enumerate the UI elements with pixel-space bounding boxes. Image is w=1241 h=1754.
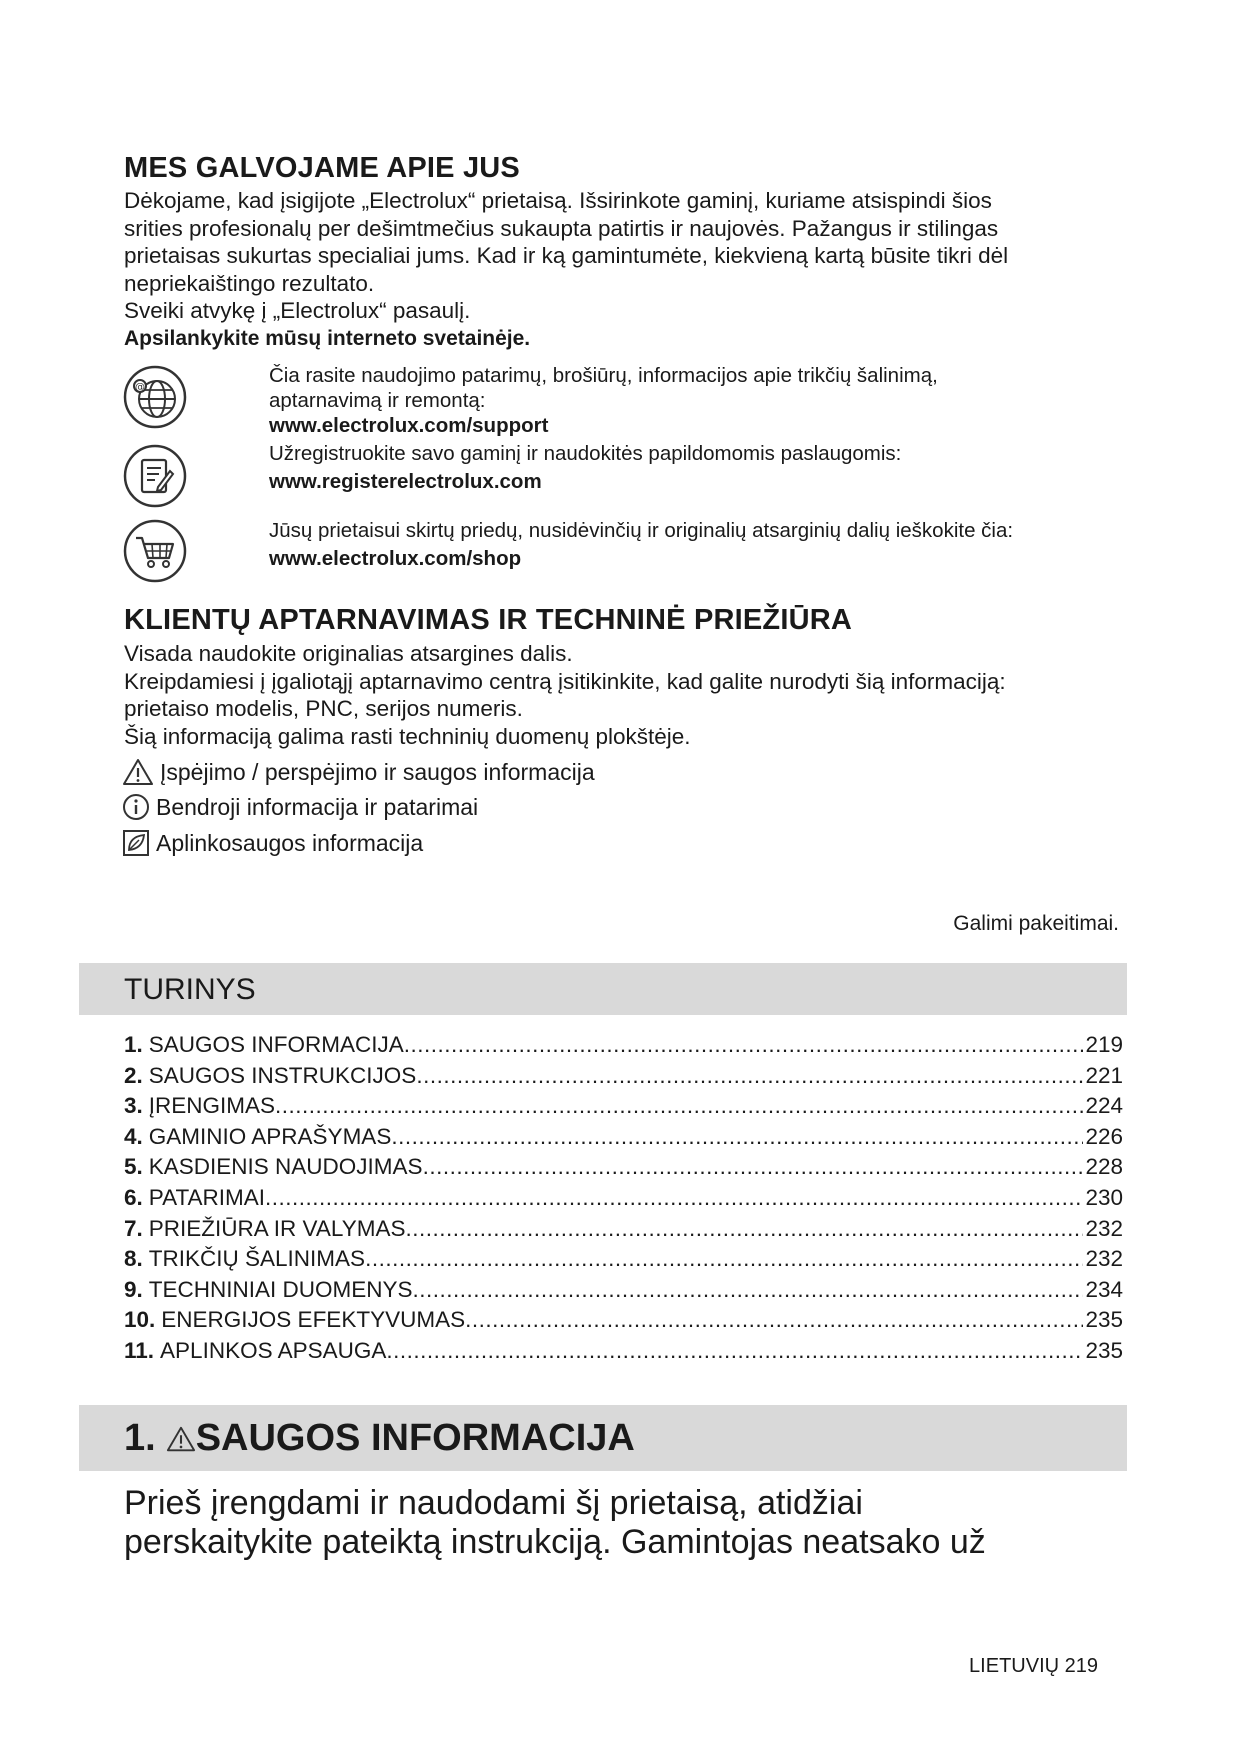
toc-item[interactable]	[124, 1185, 1123, 1216]
intro-text	[124, 187, 1124, 352]
intro-title: MES GALVOJAME APIE JUS	[124, 152, 520, 184]
service-line: prietaiso modelis, PNC, serijos numeris.	[124, 696, 523, 721]
service-line: Šią informaciją galima rasti techninių duomenų plokštėje.	[124, 723, 691, 749]
toc-num: 6.	[124, 1184, 143, 1210]
toc-num: 3.	[124, 1093, 143, 1119]
safety-header-bar	[79, 1405, 1127, 1471]
shop-text: Jūsų prietaisui skirtų priedų, nusidėvinčių ir originalių atsarginių dalių ieškokite čia:	[269, 519, 1014, 542]
safety-title: SAUGOS INFORMACIJA	[195, 1417, 635, 1459]
toc-label: APLINKOS APSAUGA	[160, 1337, 387, 1363]
toc-page: 219	[1085, 1032, 1123, 1057]
toc-title: TURINYS	[124, 973, 256, 1006]
legend-text: Įspėjimo / perspėjimo ir saugos informacija	[160, 759, 595, 785]
service-line: Kreipdamiesi į įgaliotąjį aptarnavimo centrą įsitikinkite, kad galite nurodyti šią informaciją:	[124, 668, 1006, 694]
toc-label: GAMINIO APRAŠYMAS	[148, 1123, 392, 1149]
safety-line: Prieš įrengdami ir naudodami šį prietaisą, atidžiai	[124, 1484, 863, 1522]
toc-header-bar	[79, 963, 1127, 1015]
toc-num: 7.	[124, 1215, 143, 1241]
toc-page: 232	[1085, 1246, 1123, 1272]
toc-num: 9.	[124, 1276, 143, 1302]
support-text: Čia rasite naudojimo patarimų, brošiūrų, informacijos apie trikčių šalinimą,	[269, 364, 938, 387]
shop-link[interactable]: www.electrolux.com/shop	[269, 547, 522, 570]
intro-line: nepriekaištingo rezultato.	[124, 270, 375, 296]
toc-label: ENERGIJOS EFEKTYVUMAS	[161, 1307, 466, 1333]
toc-label: TECHNINIAI DUOMENYS	[148, 1276, 413, 1302]
service-line: Visada naudokite originalias atsargines dalis.	[124, 641, 573, 666]
toc-item[interactable]	[124, 1338, 1123, 1369]
toc-item[interactable]	[124, 1154, 1123, 1185]
shop-info	[269, 518, 1169, 571]
svg-text:@: @	[135, 382, 145, 393]
changes-note: Galimi pakeitimai.	[953, 912, 1119, 935]
intro-line: Sveiki atvykę į „Electrolux“ pasaulį.	[124, 298, 471, 323]
legend-warning	[122, 757, 595, 787]
legend-text: Bendroji informacija ir patarimai	[156, 794, 479, 820]
toc-label: KASDIENIS NAUDOJIMAS	[148, 1154, 423, 1180]
toc-page: 235	[1085, 1337, 1123, 1363]
support-link[interactable]: www.electrolux.com/support	[269, 414, 549, 437]
register-link[interactable]: www.registerelectrolux.com	[269, 470, 542, 493]
toc-page: 228	[1085, 1154, 1123, 1180]
toc-item[interactable]	[124, 1307, 1123, 1338]
toc-label: PRIEŽIŪRA IR VALYMAS	[148, 1215, 406, 1241]
toc-page: 224	[1085, 1093, 1123, 1119]
intro-line: prietaisas sukurtas specialiai jums. Kad ir ką gamintumėte, kiekvieną kartą būsite tikri dėl	[124, 243, 1009, 268]
toc-num: 1.	[124, 1032, 143, 1057]
page-footer: LIETUVIŲ 219	[969, 1655, 1098, 1677]
toc-item[interactable]	[124, 1063, 1123, 1094]
legend-text: Aplinkosaugos informacija	[156, 830, 424, 856]
service-text	[124, 640, 1124, 750]
safety-heading	[124, 1417, 635, 1460]
safety-line: perskaitykite pateiktą instrukciją. Gamintojas neatsako už	[124, 1523, 986, 1561]
toc-item[interactable]	[124, 1216, 1123, 1247]
safety-num: 1.	[124, 1417, 156, 1459]
legend-info	[122, 792, 478, 822]
toc-num: 10.	[124, 1307, 156, 1333]
info-icon	[122, 793, 150, 821]
legend-environment	[122, 828, 423, 858]
toc-num: 4.	[124, 1123, 143, 1149]
toc-page: 235	[1085, 1307, 1123, 1333]
warning-icon	[166, 1425, 196, 1453]
visit-website: Apsilankykite mūsų interneto svetainėje.	[124, 326, 531, 350]
toc-item[interactable]	[124, 1093, 1123, 1124]
table-of-contents	[124, 1032, 1123, 1369]
register-text: Užregistruokite savo gaminį ir naudokitės papildomomis paslaugomis:	[269, 442, 902, 465]
safety-intro	[124, 1484, 1124, 1562]
register-icon	[122, 443, 188, 509]
toc-label: PATARIMAI	[148, 1184, 266, 1210]
globe-icon	[122, 364, 188, 430]
toc-label: SAUGOS INFORMACIJA	[148, 1032, 404, 1057]
toc-label: TRIKČIŲ ŠALINIMAS	[148, 1246, 366, 1272]
toc-item[interactable]	[124, 1277, 1123, 1308]
toc-page: 226	[1085, 1123, 1123, 1149]
service-title: KLIENTŲ APTARNAVIMAS IR TECHNINĖ PRIEŽIŪRA	[124, 604, 853, 636]
toc-num: 8.	[124, 1246, 143, 1272]
intro-line: srities profesionalų per dešimtmečius sukaupta patirtis ir naujovės. Pažangus ir stilingas	[124, 215, 999, 241]
toc-page: 234	[1085, 1276, 1123, 1302]
toc-num: 2.	[124, 1062, 143, 1088]
toc-item[interactable]	[124, 1032, 1123, 1063]
warning-icon	[122, 758, 154, 786]
toc-num: 11.	[124, 1337, 155, 1363]
toc-item[interactable]	[124, 1124, 1123, 1155]
toc-page: 232	[1085, 1215, 1123, 1241]
toc-num: 5.	[124, 1154, 143, 1180]
support-text: aptarnavimą ir remontą:	[269, 389, 486, 412]
toc-label: ĮRENGIMAS	[148, 1093, 276, 1119]
toc-page: 221	[1085, 1062, 1123, 1088]
register-info	[269, 441, 1169, 494]
support-info	[269, 363, 1169, 438]
toc-page: 230	[1085, 1184, 1123, 1210]
intro-line: Dėkojame, kad įsigijote „Electrolux“ prietaisą. Išsirinkote gaminį, kuriame atsispindi šios	[124, 188, 992, 213]
shop-cart-icon	[122, 518, 188, 584]
toc-label: SAUGOS INSTRUKCIJOS	[148, 1062, 417, 1088]
leaf-icon	[122, 829, 150, 857]
toc-item[interactable]	[124, 1246, 1123, 1277]
